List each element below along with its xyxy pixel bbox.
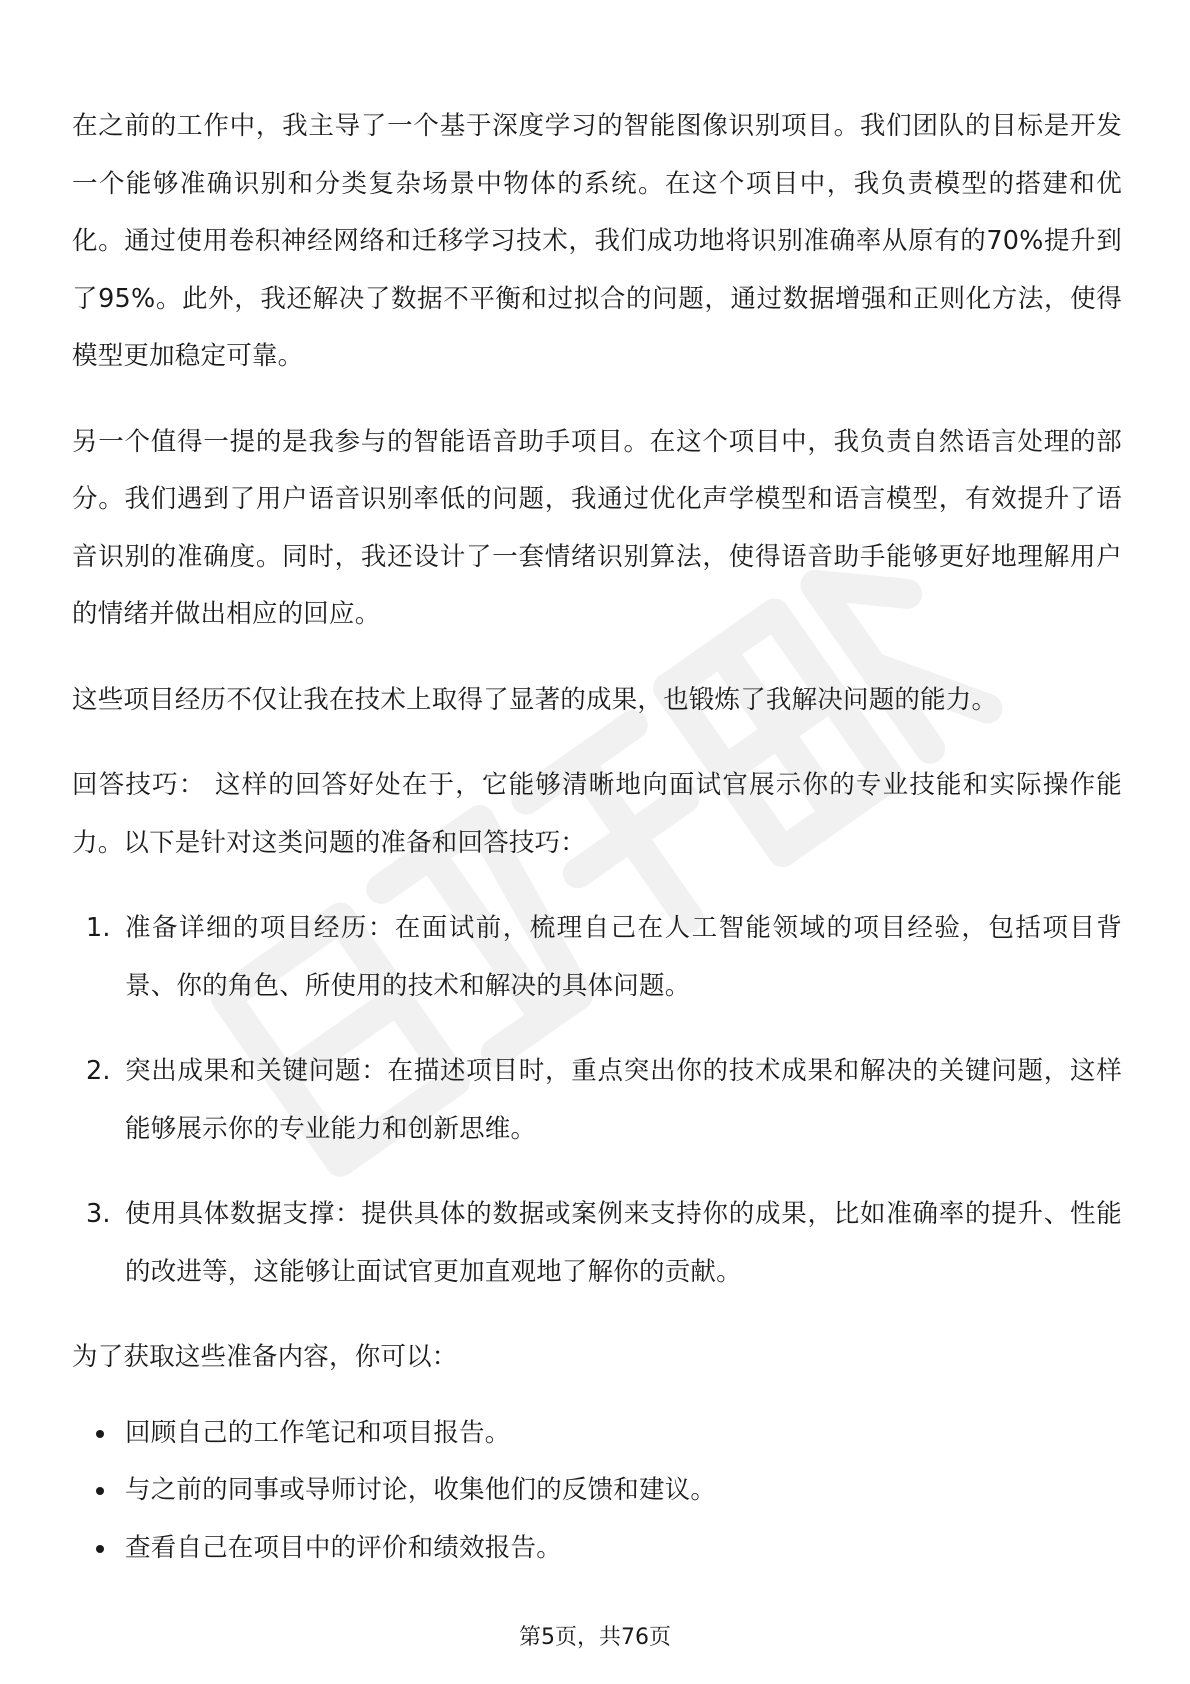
list-item (72, 1520, 1122, 1578)
paragraph-summary: 这些项目经历不仅让我在技术上取得了显著的成果，也锻炼了我解决问题的能力。 (72, 684, 998, 715)
paragraph-voice-project: 另一个值得一提的是我参与的智能语音助手项目。在这个项目中，我负责自然语言处理的部分。我们遇到了用户语音识别率低的问题，我通过优化声学模型和语言模型，有效提升了语音识别的准确度。同时，我还设计了一套情绪识别算法，使得语音助手能够更好地理解用户的情绪并做出相应的回应。 (72, 426, 1122, 629)
list-item (72, 1462, 1122, 1520)
list-item-text: 查看自己在项目中的评价和绩效报告。 (125, 1532, 562, 1563)
list-item-text: 与之前的同事或导师讨论，收集他们的反馈和建议。 (125, 1475, 717, 1505)
list-item-text: 使用具体数据支撑：提供具体的数据或案例来支持你的成果，比如准确率的提升、性能的改进等，这能够让面试官更加直观地了解你的贡献。 (125, 1199, 1122, 1287)
list-item (72, 1405, 1122, 1463)
numbered-tips-list (72, 900, 1122, 1301)
bullet-dot-icon (96, 1430, 104, 1438)
bullet-dot-icon (96, 1545, 104, 1553)
list-item-text: 准备详细的项目经历：在面试前，梳理自己在人工智能领域的项目经验，包括项目背景、你的角色、所使用的技术和解决的具体问题。 (125, 913, 1122, 1001)
list-item (72, 900, 1122, 1015)
bullet-dot-icon (96, 1487, 104, 1495)
document-body (72, 98, 1122, 1577)
list-number: 1. (86, 913, 111, 943)
list-number: 2. (86, 1056, 111, 1086)
list-item-text: 回顾自己的工作笔记和项目报告。 (125, 1417, 511, 1448)
bullet-list (72, 1405, 1122, 1578)
paragraph-answer-tips: 回答技巧： 这样的回答好处在于，它能够清晰地向面试官展示你的专业技能和实际操作能力。以下是针对这类问题的准备和回答技巧： (72, 770, 1122, 858)
list-item-text: 突出成果和关键问题：在描述项目时，重点突出你的技术成果和解决的关键问题，这样能够展示你的专业能力和创新思维。 (125, 1056, 1122, 1144)
page-number-footer: 第5页，共76页 (519, 1625, 671, 1650)
list-item (72, 1186, 1122, 1301)
list-number: 3. (86, 1199, 111, 1229)
list-item (72, 1043, 1122, 1158)
paragraph-image-project: 在之前的工作中，我主导了一个基于深度学习的智能图像识别项目。我们团队的目标是开发一个能够准确识别和分类复杂场景中物体的系统。在这个项目中，我负责模型的搭建和优化。通过使用卷积神经网络和迁移学习技术，我们成功地将识别准确率从原有的70%提升到了95%。此外，我还解决了数据不平衡和过拟合的问题，通过数据增强和正则化方法，使得模型更加稳定可靠。 (72, 111, 1122, 371)
paragraph-bullets-intro: 为了获取这些准备内容，你可以： (72, 1342, 458, 1372)
